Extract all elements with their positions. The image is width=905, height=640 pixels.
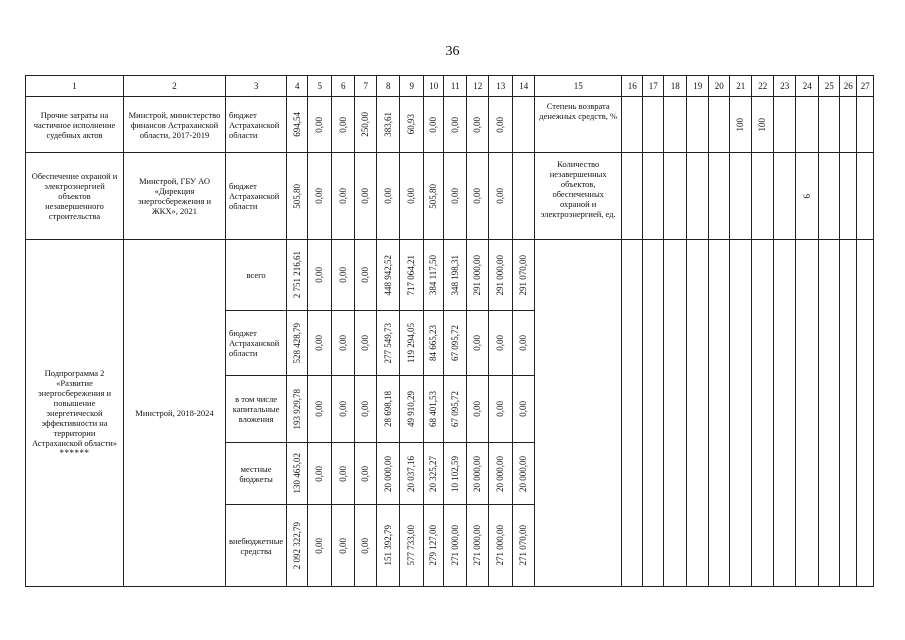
value-cell: 0,00 <box>382 188 393 204</box>
value-cell: 0,00 <box>314 335 325 351</box>
empty-cell <box>840 153 857 240</box>
value-cell: 0,00 <box>449 188 460 204</box>
table-row <box>26 153 874 240</box>
value-cell: 528 428,79 <box>291 322 302 364</box>
empty-cell <box>819 240 840 587</box>
header-cell: 27 <box>857 76 874 97</box>
header-cell: 23 <box>774 76 796 97</box>
page-number: 36 <box>445 44 460 59</box>
table-row <box>26 240 874 311</box>
funding-source: всего <box>226 240 287 311</box>
value-cell: 68 401,53 <box>428 391 439 427</box>
subprogram-name: Подпрограмма 2 «Развитие энергосбережения и повышение энергетической эффективности на территории Астраханской области» ****** <box>26 240 124 587</box>
value-cell: 151 392,79 <box>382 525 393 566</box>
empty-cell <box>687 97 709 153</box>
empty-cell <box>535 240 622 587</box>
funding-source: местные бюджеты <box>226 443 287 505</box>
indicator-cell: Количество незавершенных объектов, обеспеченных охраной и электроэнергией, ед. <box>535 153 622 240</box>
value-cell: 0,00 <box>449 116 460 133</box>
value-cell: 279 127,00 <box>428 525 439 566</box>
executor-cell: Минстрой, 2018-2024 <box>124 240 226 587</box>
value-cell: 67 095,72 <box>449 391 460 427</box>
value-cell: 0,00 <box>495 335 506 351</box>
value-cell: 277 549,73 <box>382 322 393 364</box>
value-cell: 20 000,00 <box>495 455 506 492</box>
empty-cell <box>819 153 840 240</box>
value-cell: 291 000,00 <box>495 254 506 296</box>
empty-cell <box>857 97 874 153</box>
header-cell: 19 <box>687 76 709 97</box>
indicator-value: 6 <box>801 193 812 199</box>
value-cell: 0,00 <box>337 401 348 417</box>
value-cell: 0,00 <box>314 116 325 133</box>
empty-cell <box>709 97 730 153</box>
empty-cell <box>774 97 796 153</box>
empty-cell <box>857 240 874 587</box>
value-cell: 0,00 <box>406 188 417 204</box>
empty-cell <box>643 97 664 153</box>
value-cell: 119 294,05 <box>406 322 417 364</box>
empty-cell <box>622 240 643 587</box>
header-cell: 7 <box>355 76 377 97</box>
value-cell: 348 198,31 <box>449 254 460 296</box>
value-cell: 60,93 <box>406 114 417 135</box>
header-cell: 15 <box>535 76 622 97</box>
header-cell: 18 <box>664 76 687 97</box>
header-cell: 17 <box>643 76 664 97</box>
empty-cell <box>664 240 687 587</box>
executor-cell: Минстрой, ГБУ АО «Дирекция энергосбережения и ЖКХ», 2021 <box>124 153 226 240</box>
value-cell: 84 665,23 <box>428 325 439 361</box>
header-cell: 26 <box>840 76 857 97</box>
activity-name: Обеспечение охраной и электроэнергией объектов незавершенного строительства <box>26 153 124 240</box>
empty-cell <box>730 153 752 240</box>
value-cell: 717 064,21 <box>406 254 417 296</box>
value-cell: 291 070,00 <box>518 254 529 296</box>
empty-cell <box>796 97 819 153</box>
indicator-value: 100 <box>735 117 746 132</box>
value-cell: 271 000,00 <box>495 525 506 566</box>
value-cell: 0,00 <box>314 401 325 417</box>
value-cell: 0,00 <box>337 465 348 482</box>
executor-cell: Минстрой, министерство финансов Астраханской области, 2017-2019 <box>124 97 226 153</box>
header-cell: 10 <box>424 76 444 97</box>
value-cell: 694,54 <box>291 112 302 137</box>
value-cell: 0,00 <box>360 401 371 417</box>
value-cell: 0,00 <box>518 401 529 417</box>
header-cell: 9 <box>400 76 424 97</box>
funding-source: внебюджетные средства <box>226 505 287 587</box>
value-cell: 2 092 322,79 <box>291 521 302 570</box>
empty-cell <box>840 240 857 587</box>
header-cell: 8 <box>377 76 400 97</box>
empty-cell <box>819 97 840 153</box>
value-cell: 20 037,16 <box>406 455 417 492</box>
header-cell: 2 <box>124 76 226 97</box>
value-cell: 0,00 <box>472 116 483 133</box>
value-cell: 577 733,00 <box>406 525 417 566</box>
header-cell: 3 <box>226 76 287 97</box>
value-cell: 0,00 <box>495 401 506 417</box>
empty-cell <box>709 153 730 240</box>
empty-cell <box>774 240 796 587</box>
funding-source: в том числе капитальные вложения <box>226 376 287 443</box>
empty-cell <box>774 153 796 240</box>
funding-source: бюджет Астраханской области <box>226 153 287 240</box>
empty-cell <box>752 240 774 587</box>
value-cell: 271 070,00 <box>518 525 529 566</box>
indicator-value: 100 <box>757 117 768 132</box>
empty-cell <box>796 240 819 587</box>
value-cell: 20 000,00 <box>472 455 483 492</box>
program-table <box>25 75 874 587</box>
empty-cell <box>687 153 709 240</box>
value-cell: 0,00 <box>337 267 348 283</box>
value-cell: 0,00 <box>337 116 348 133</box>
indicator-cell: Степень возврата денежных средств, % <box>535 97 622 153</box>
header-cell: 21 <box>730 76 752 97</box>
value-cell: 10 102,59 <box>449 455 460 492</box>
value-cell: 28 698,18 <box>382 391 393 427</box>
value-cell: 0,00 <box>472 335 483 351</box>
header-cell: 12 <box>467 76 489 97</box>
header-cell: 25 <box>819 76 840 97</box>
value-cell: 0,00 <box>428 116 439 133</box>
header-cell: 11 <box>444 76 467 97</box>
value-cell: 0,00 <box>360 188 371 204</box>
value-cell: 0,00 <box>472 401 483 417</box>
value-cell: 0,00 <box>360 267 371 283</box>
header-row <box>26 76 874 97</box>
header-cell: 16 <box>622 76 643 97</box>
value-cell: 271 000,00 <box>449 525 460 566</box>
value-cell: 130 465,02 <box>291 453 302 494</box>
value-cell: 0,00 <box>518 335 529 351</box>
value-cell: 0,00 <box>314 537 325 554</box>
value-cell: 384 117,50 <box>428 254 439 296</box>
header-cell: 22 <box>752 76 774 97</box>
funding-source: бюджет Астраханской области <box>226 311 287 376</box>
empty-cell <box>664 153 687 240</box>
empty-cell <box>622 97 643 153</box>
value-cell: 250,00 <box>360 112 371 137</box>
value-cell: 0,00 <box>314 188 325 204</box>
value-cell: 505,80 <box>291 183 302 209</box>
value-cell: 49 910,29 <box>406 391 417 427</box>
value-cell: 0,00 <box>495 188 506 204</box>
value-cell: 291 000,00 <box>472 254 483 296</box>
header-cell: 6 <box>332 76 355 97</box>
header-cell: 14 <box>513 76 535 97</box>
header-cell: 5 <box>308 76 332 97</box>
empty-cell <box>643 153 664 240</box>
stars-mark: ****** <box>59 448 90 458</box>
empty-cell <box>752 153 774 240</box>
value-cell: 20 000,00 <box>382 455 393 492</box>
empty-cell <box>622 153 643 240</box>
funding-source: бюджет Астраханской области <box>226 97 287 153</box>
value-cell: 0,00 <box>337 335 348 351</box>
table-row <box>26 97 874 153</box>
value-cell: 505,80 <box>428 183 439 209</box>
empty-cell <box>857 153 874 240</box>
value-cell: 2 751 216,61 <box>291 251 302 299</box>
value-cell: 448 942,52 <box>382 254 393 296</box>
header-cell: 24 <box>796 76 819 97</box>
value-cell: 271 000,00 <box>472 525 483 566</box>
empty-cell <box>643 240 664 587</box>
value-cell: 0,00 <box>314 267 325 283</box>
value-cell: 0,00 <box>360 537 371 554</box>
value-cell: 20 325,27 <box>428 455 439 492</box>
value-cell: 0,00 <box>360 465 371 482</box>
header-cell: 20 <box>709 76 730 97</box>
value-cell: 193 929,78 <box>291 388 302 430</box>
header-cell: 1 <box>26 76 124 97</box>
value-cell: 0,00 <box>360 335 371 351</box>
value-cell: 0,00 <box>472 188 483 204</box>
value-cell: 0,00 <box>495 116 506 133</box>
header-cell: 4 <box>287 76 308 97</box>
empty-cell <box>513 97 535 153</box>
value-cell: 383,61 <box>382 112 393 137</box>
value-cell: 0,00 <box>337 188 348 204</box>
empty-cell <box>709 240 730 587</box>
value-cell: 0,00 <box>314 465 325 482</box>
value-cell: 20 000,00 <box>518 455 529 492</box>
value-cell: 67 095,72 <box>449 325 460 361</box>
activity-name: Прочие затраты на частичное исполнение судебных актов <box>26 97 124 153</box>
empty-cell <box>840 97 857 153</box>
empty-cell <box>513 153 535 240</box>
empty-cell <box>730 240 752 587</box>
header-cell: 13 <box>489 76 513 97</box>
empty-cell <box>664 97 687 153</box>
value-cell: 0,00 <box>337 537 348 554</box>
empty-cell <box>687 240 709 587</box>
